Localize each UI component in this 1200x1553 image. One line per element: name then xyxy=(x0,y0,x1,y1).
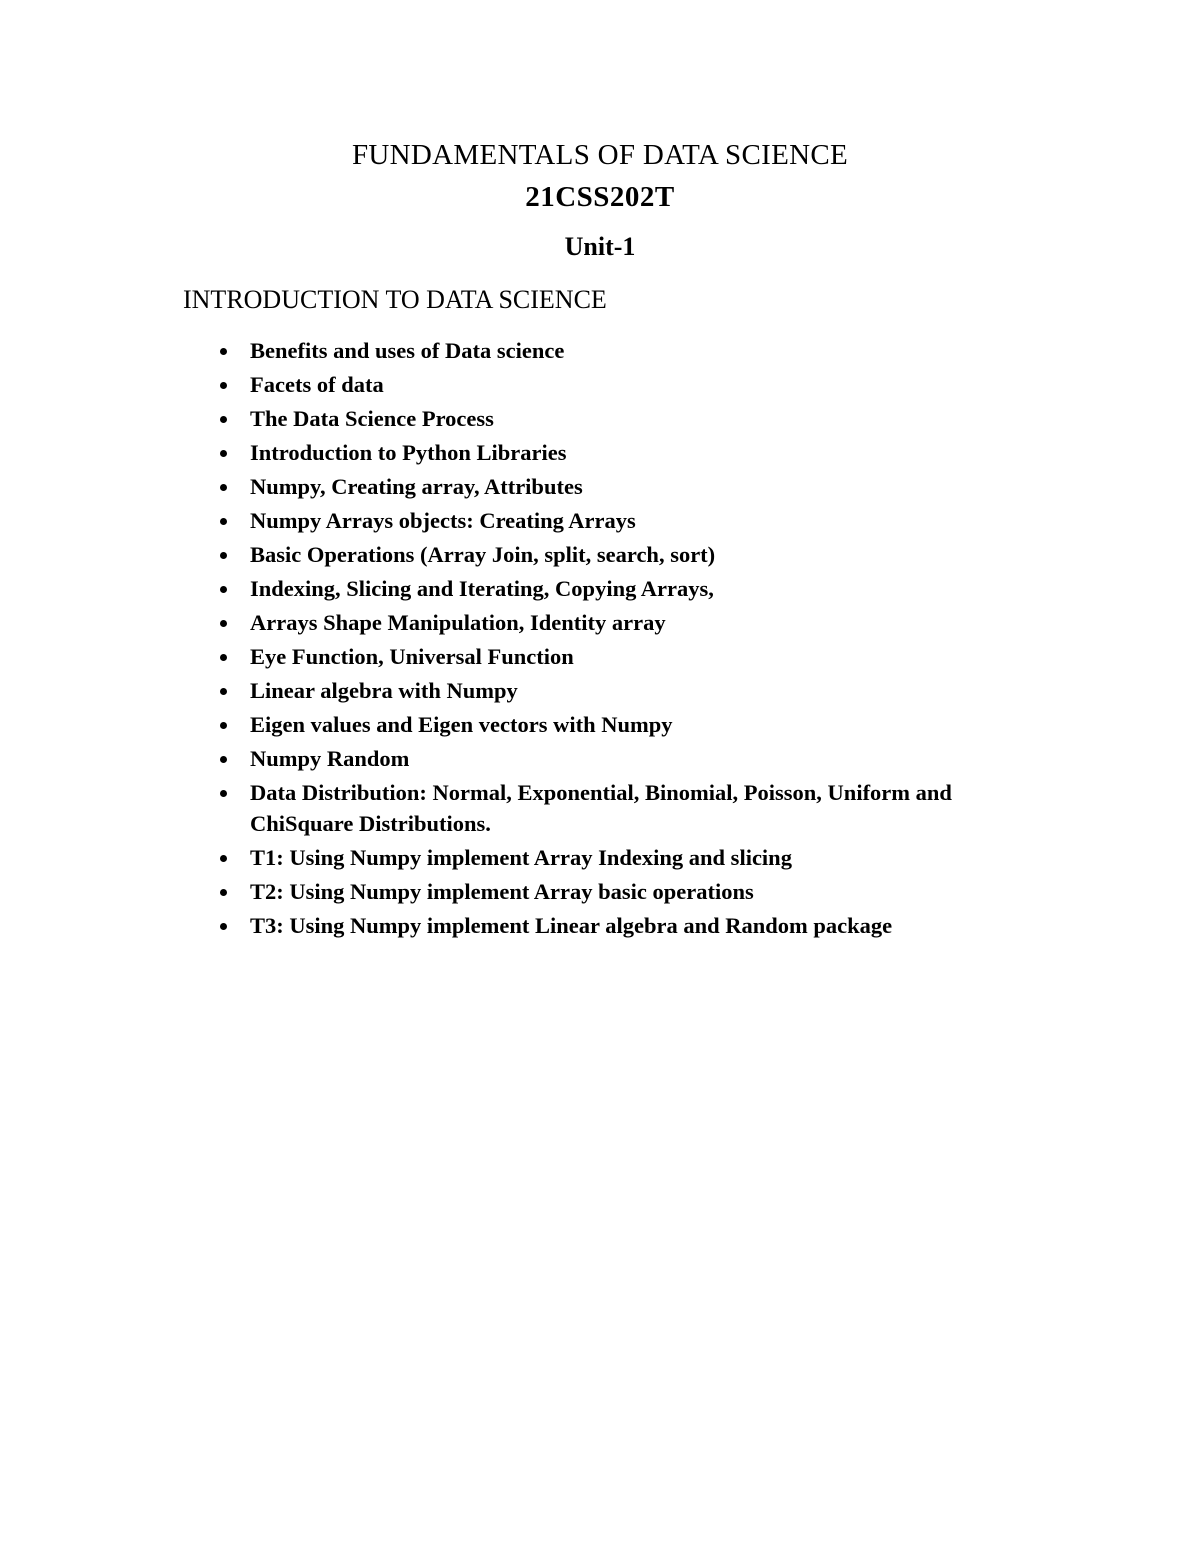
bullet-icon xyxy=(220,756,227,763)
list-item xyxy=(183,436,1043,470)
list-item xyxy=(183,640,1043,674)
bullet-icon xyxy=(220,654,227,661)
bullet-icon xyxy=(220,518,227,525)
list-item-text: Arrays Shape Manipulation, Identity array xyxy=(250,610,666,635)
topic-list xyxy=(183,334,1043,943)
list-item xyxy=(183,538,1043,572)
list-item xyxy=(183,841,1043,875)
bullet-icon xyxy=(220,552,227,559)
list-item xyxy=(183,674,1043,708)
list-item xyxy=(183,742,1043,776)
bullet-icon xyxy=(220,416,227,423)
list-item xyxy=(183,606,1043,640)
list-item-text: Data Distribution: Normal, Exponential, Binomial, Poisson, Uniform and ChiSquare Distributions. xyxy=(250,780,952,836)
list-item-text: T2: Using Numpy implement Array basic operations xyxy=(250,879,754,904)
list-item xyxy=(183,909,1043,943)
list-item-text: Benefits and uses of Data science xyxy=(250,338,565,363)
bullet-icon xyxy=(220,484,227,491)
course-code: 21CSS202T xyxy=(525,181,675,213)
bullet-icon xyxy=(220,722,227,729)
list-item-text: Indexing, Slicing and Iterating, Copying Arrays, xyxy=(250,576,714,601)
list-item-text: Basic Operations (Array Join, split, search, sort) xyxy=(250,542,716,567)
bullet-icon xyxy=(220,620,227,627)
document-title: FUNDAMENTALS OF DATA SCIENCE xyxy=(352,139,848,171)
section-heading: INTRODUCTION TO DATA SCIENCE xyxy=(183,285,607,314)
list-item xyxy=(183,504,1043,538)
bullet-icon xyxy=(220,688,227,695)
list-item-text: Linear algebra with Numpy xyxy=(250,678,518,703)
list-item xyxy=(183,875,1043,909)
list-item-text: Numpy Random xyxy=(250,746,410,771)
list-item-text: Eye Function, Universal Function xyxy=(250,644,574,669)
bullet-icon xyxy=(220,923,227,930)
list-item xyxy=(183,470,1043,504)
list-item-text: Facets of data xyxy=(250,372,384,397)
list-item xyxy=(183,572,1043,606)
list-item-text: T1: Using Numpy implement Array Indexing and slicing xyxy=(250,845,792,870)
list-item xyxy=(183,402,1043,436)
list-item-text: T3: Using Numpy implement Linear algebra and Random package xyxy=(250,913,893,938)
list-item-text: The Data Science Process xyxy=(250,406,494,431)
bullet-icon xyxy=(220,889,227,896)
list-item xyxy=(183,368,1043,402)
list-item-text: Eigen values and Eigen vectors with Numpy xyxy=(250,712,673,737)
list-item-text: Introduction to Python Libraries xyxy=(250,440,567,465)
list-item-text: Numpy, Creating array, Attributes xyxy=(250,474,583,499)
bullet-icon xyxy=(220,586,227,593)
bullet-icon xyxy=(220,855,227,862)
unit-heading: Unit-1 xyxy=(564,232,636,261)
list-item xyxy=(183,708,1043,742)
bullet-icon xyxy=(220,382,227,389)
list-item xyxy=(183,334,1043,368)
bullet-icon xyxy=(220,790,227,797)
list-item-text: Numpy Arrays objects: Creating Arrays xyxy=(250,508,636,533)
bullet-icon xyxy=(220,348,227,355)
list-item xyxy=(183,776,1043,841)
bullet-icon xyxy=(220,450,227,457)
